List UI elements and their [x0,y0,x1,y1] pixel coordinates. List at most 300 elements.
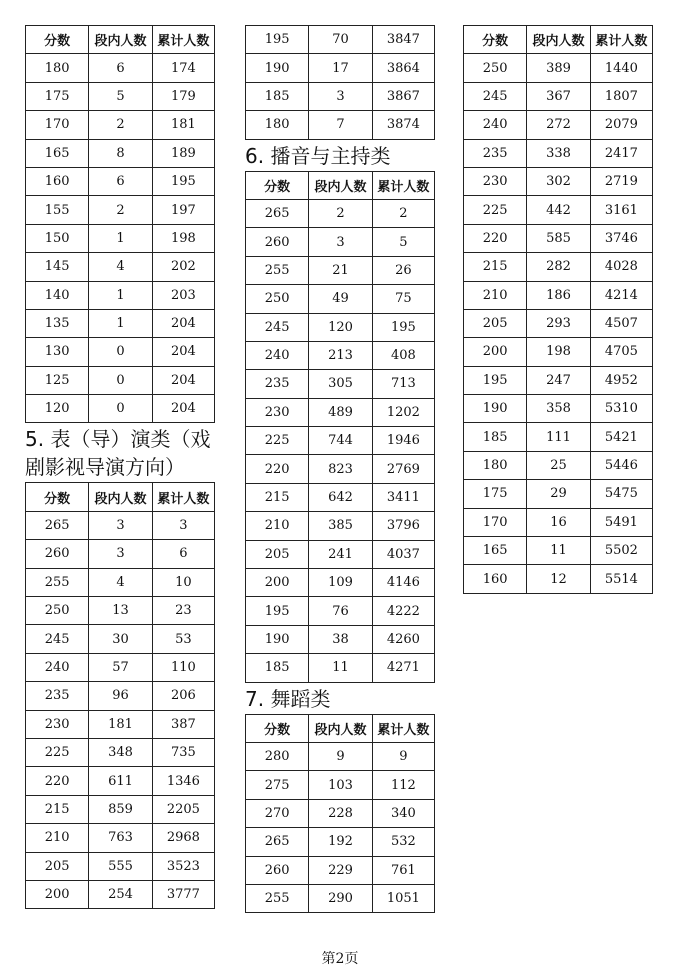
table-cell: 5514 [590,565,652,593]
table-cell: 205 [464,309,527,337]
table-cell: 1 [89,309,152,337]
table-row [246,771,435,799]
table-cell: 185 [246,654,309,682]
table-row [464,565,653,593]
table-cell: 367 [527,82,590,110]
table-cell: 3 [89,540,152,568]
table-row [464,54,653,82]
table-row [246,313,435,341]
table-cell: 1807 [590,82,652,110]
table-cell: 9 [309,742,372,770]
table-cell: 270 [246,799,309,827]
table-cell: 4222 [372,597,434,625]
table-cell: 265 [246,828,309,856]
table-header-row [26,483,215,511]
table-row [464,395,653,423]
table-row [246,828,435,856]
table-cell: 250 [26,597,89,625]
section-7-title: 7. 舞蹈类 [245,686,331,711]
table-cell: 220 [464,224,527,252]
table-cell: 387 [152,710,214,738]
table-cell: 250 [246,285,309,313]
column-1 [25,25,215,909]
column-header: 累计人数 [372,714,434,742]
table-cell: 8 [89,139,152,167]
table-cell: 200 [246,569,309,597]
table-cell: 859 [89,795,152,823]
page-number: 第2页 [321,951,359,967]
table-row [26,767,215,795]
table-cell: 9 [372,742,434,770]
column-3 [463,25,653,594]
table-cell: 210 [26,824,89,852]
table-row [464,281,653,309]
table-cell: 29 [527,480,590,508]
table-cell: 642 [309,483,372,511]
table-cell: 3847 [372,26,434,54]
table-cell: 130 [26,338,89,366]
table-cell: 2205 [152,795,214,823]
table-cell: 744 [309,427,372,455]
table-cell: 2769 [372,455,434,483]
table-cell: 205 [26,852,89,880]
table-row [26,568,215,596]
table-cell: 761 [372,856,434,884]
table-cell: 3796 [372,512,434,540]
table-cell: 585 [527,224,590,252]
column-header: 累计人数 [590,26,652,54]
table-cell: 4 [89,568,152,596]
table-cell: 290 [309,884,372,912]
score-table-section-7 [245,714,435,914]
table-cell: 1946 [372,427,434,455]
table-cell: 75 [372,285,434,313]
table-cell: 4507 [590,309,652,337]
score-table-section-5 [25,482,215,909]
table-cell: 442 [527,196,590,224]
table-row [246,799,435,827]
table-cell: 225 [246,427,309,455]
table-cell: 4037 [372,540,434,568]
table-cell: 150 [26,224,89,252]
table-cell: 280 [246,742,309,770]
table-cell: 190 [246,54,309,82]
table-cell: 111 [527,423,590,451]
table-row [26,795,215,823]
table-cell: 2968 [152,824,214,852]
table-cell: 180 [464,451,527,479]
table-cell: 213 [309,341,372,369]
table-cell: 255 [246,884,309,912]
table-cell: 112 [372,771,434,799]
column-header: 分数 [26,483,89,511]
table-cell: 4214 [590,281,652,309]
table-row [26,111,215,139]
table-cell: 1051 [372,884,434,912]
table-cell: 240 [464,111,527,139]
table-cell: 713 [372,370,434,398]
table-cell: 11 [309,654,372,682]
score-table-section-6 [245,171,435,683]
table-cell: 272 [527,111,590,139]
table-cell: 247 [527,366,590,394]
table-cell: 186 [527,281,590,309]
table-row [26,710,215,738]
table-cell: 220 [26,767,89,795]
table-cell: 260 [246,228,309,256]
table-row [246,483,435,511]
table-cell: 2719 [590,167,652,195]
table-row [246,256,435,284]
table-row [26,82,215,110]
table-cell: 12 [527,565,590,593]
table-cell: 210 [246,512,309,540]
table-cell: 202 [152,253,214,281]
column-header: 累计人数 [372,171,434,199]
table-cell: 1 [89,224,152,252]
table-row [246,82,435,110]
table-row [464,309,653,337]
table-cell: 195 [152,167,214,195]
table-cell: 3411 [372,483,434,511]
section-6-title: 6. 播音与主持类 [245,143,391,168]
column-header: 段内人数 [89,26,152,54]
section-5-title: 5. 表（导）演类（戏剧影视导演方向） [25,427,211,480]
table-cell: 3746 [590,224,652,252]
table-cell: 1346 [152,767,214,795]
table-cell: 204 [152,366,214,394]
table-row [246,228,435,256]
score-table-continued [245,25,435,140]
table-cell: 385 [309,512,372,540]
table-cell: 49 [309,285,372,313]
table-row [464,423,653,451]
table-cell: 230 [26,710,89,738]
table-row [246,654,435,682]
table-row [26,139,215,167]
table-cell: 823 [309,455,372,483]
table-cell: 293 [527,309,590,337]
column-header: 分数 [26,26,89,54]
table-row [26,738,215,766]
table-cell: 5475 [590,480,652,508]
table-cell: 3867 [372,82,434,110]
table-cell: 200 [26,880,89,908]
table-cell: 2 [89,196,152,224]
table-cell: 5 [372,228,434,256]
table-cell: 5491 [590,508,652,536]
table-cell: 4705 [590,338,652,366]
table-cell: 6 [89,54,152,82]
table-row [26,253,215,281]
table-row [246,455,435,483]
table-cell: 260 [246,856,309,884]
table-cell: 735 [152,738,214,766]
table-cell: 215 [26,795,89,823]
table-cell: 305 [309,370,372,398]
table-cell: 254 [89,880,152,908]
table-cell: 389 [527,54,590,82]
table-cell: 235 [26,682,89,710]
table-row [464,366,653,394]
table-cell: 38 [309,625,372,653]
table-cell: 265 [26,511,89,539]
table-cell: 4028 [590,253,652,281]
table-cell: 275 [246,771,309,799]
table-cell: 265 [246,199,309,227]
table-header-row [26,26,215,54]
table-cell: 190 [246,625,309,653]
table-cell: 3 [152,511,214,539]
table-row [246,742,435,770]
table-row [26,366,215,394]
table-cell: 3 [89,511,152,539]
table-cell: 5421 [590,423,652,451]
table-row [26,597,215,625]
table-cell: 229 [309,856,372,884]
table-cell: 200 [464,338,527,366]
table-cell: 204 [152,309,214,337]
table-cell: 17 [309,54,372,82]
table-cell: 2 [372,199,434,227]
table-cell: 70 [309,26,372,54]
table-cell: 7 [309,111,372,139]
table-cell: 2079 [590,111,652,139]
table-cell: 195 [372,313,434,341]
table-cell: 175 [26,82,89,110]
table-row [246,884,435,912]
table-row [246,597,435,625]
column-header: 分数 [246,714,309,742]
table-row [26,196,215,224]
table-row [464,196,653,224]
table-cell: 408 [372,341,434,369]
table-row [246,398,435,426]
table-cell: 205 [246,540,309,568]
table-cell: 225 [26,738,89,766]
score-table [25,25,215,423]
table-cell: 109 [309,569,372,597]
table-cell: 240 [26,653,89,681]
table-cell: 220 [246,455,309,483]
table-header-row [246,714,435,742]
table-row [464,537,653,565]
table-cell: 0 [89,395,152,423]
table-row [246,54,435,82]
table-cell: 57 [89,653,152,681]
table-cell: 555 [89,852,152,880]
table-row [26,309,215,337]
table-cell: 125 [26,366,89,394]
column-header: 累计人数 [152,483,214,511]
table-cell: 5502 [590,537,652,565]
table-cell: 358 [527,395,590,423]
table-cell: 230 [464,167,527,195]
table-cell: 228 [309,799,372,827]
table-cell: 240 [246,341,309,369]
table-cell: 1 [89,281,152,309]
table-cell: 204 [152,395,214,423]
table-cell: 179 [152,82,214,110]
table-cell: 230 [246,398,309,426]
table-cell: 195 [464,366,527,394]
table-cell: 1202 [372,398,434,426]
table-row [246,26,435,54]
table-row [246,427,435,455]
table-cell: 185 [464,423,527,451]
table-cell: 3874 [372,111,434,139]
table-cell: 180 [26,54,89,82]
table-cell: 2 [309,199,372,227]
table-cell: 203 [152,281,214,309]
table-row [246,341,435,369]
column-2 [245,25,435,913]
table-row [246,199,435,227]
table-cell: 195 [246,597,309,625]
table-row [26,540,215,568]
table-cell: 160 [464,565,527,593]
table-row [464,508,653,536]
table-cell: 25 [527,451,590,479]
table-row [26,511,215,539]
table-row [246,285,435,313]
table-cell: 250 [464,54,527,82]
table-cell: 26 [372,256,434,284]
table-cell: 5446 [590,451,652,479]
table-cell: 215 [246,483,309,511]
table-cell: 174 [152,54,214,82]
table-cell: 3 [309,82,372,110]
table-row [26,167,215,195]
table-cell: 204 [152,338,214,366]
table-cell: 165 [464,537,527,565]
table-cell: 190 [464,395,527,423]
table-cell: 338 [527,139,590,167]
table-row [26,281,215,309]
table-cell: 5 [89,82,152,110]
table-cell: 120 [309,313,372,341]
table-row [246,370,435,398]
table-cell: 170 [26,111,89,139]
table-row [246,569,435,597]
table-cell: 4260 [372,625,434,653]
table-cell: 10 [152,568,214,596]
table-cell: 206 [152,682,214,710]
table-cell: 235 [464,139,527,167]
table-cell: 763 [89,824,152,852]
table-cell: 241 [309,540,372,568]
table-cell: 170 [464,508,527,536]
table-cell: 302 [527,167,590,195]
table-cell: 611 [89,767,152,795]
table-cell: 76 [309,597,372,625]
table-row [464,111,653,139]
table-cell: 189 [152,139,214,167]
table-cell: 180 [246,111,309,139]
table-cell: 120 [26,395,89,423]
table-cell: 3 [309,228,372,256]
table-cell: 53 [152,625,214,653]
table-cell: 197 [152,196,214,224]
table-cell: 110 [152,653,214,681]
table-row [464,451,653,479]
table-cell: 210 [464,281,527,309]
column-header: 累计人数 [152,26,214,54]
table-row [26,682,215,710]
table-cell: 21 [309,256,372,284]
table-cell: 192 [309,828,372,856]
table-cell: 215 [464,253,527,281]
table-row [246,540,435,568]
column-header: 段内人数 [527,26,590,54]
table-cell: 532 [372,828,434,856]
table-row [26,224,215,252]
column-header: 分数 [246,171,309,199]
table-row [464,338,653,366]
table-cell: 6 [152,540,214,568]
table-row [464,82,653,110]
table-row [26,852,215,880]
table-cell: 181 [152,111,214,139]
table-cell: 13 [89,597,152,625]
table-cell: 165 [26,139,89,167]
table-cell: 245 [246,313,309,341]
table-cell: 4 [89,253,152,281]
table-cell: 96 [89,682,152,710]
column-header: 分数 [464,26,527,54]
table-cell: 225 [464,196,527,224]
table-cell: 260 [26,540,89,568]
column-header: 段内人数 [89,483,152,511]
table-cell: 198 [527,338,590,366]
table-row [246,856,435,884]
table-cell: 4271 [372,654,434,682]
table-cell: 282 [527,253,590,281]
table-cell: 198 [152,224,214,252]
table-row [26,880,215,908]
table-cell: 2417 [590,139,652,167]
table-row [464,480,653,508]
table-cell: 175 [464,480,527,508]
table-cell: 245 [464,82,527,110]
table-row [246,512,435,540]
table-row [464,167,653,195]
table-row [464,139,653,167]
column-header: 段内人数 [309,714,372,742]
table-row [464,224,653,252]
table-cell: 145 [26,253,89,281]
table-cell: 3523 [152,852,214,880]
table-cell: 489 [309,398,372,426]
table-cell: 135 [26,309,89,337]
table-cell: 30 [89,625,152,653]
table-cell: 5310 [590,395,652,423]
table-row [26,824,215,852]
table-cell: 255 [26,568,89,596]
table-cell: 155 [26,196,89,224]
table-header-row [246,171,435,199]
table-cell: 103 [309,771,372,799]
table-cell: 1440 [590,54,652,82]
table-cell: 185 [246,82,309,110]
table-cell: 348 [89,738,152,766]
table-cell: 181 [89,710,152,738]
table-cell: 3777 [152,880,214,908]
score-table-section-8 [463,25,653,594]
table-cell: 11 [527,537,590,565]
table-cell: 4146 [372,569,434,597]
table-cell: 195 [246,26,309,54]
